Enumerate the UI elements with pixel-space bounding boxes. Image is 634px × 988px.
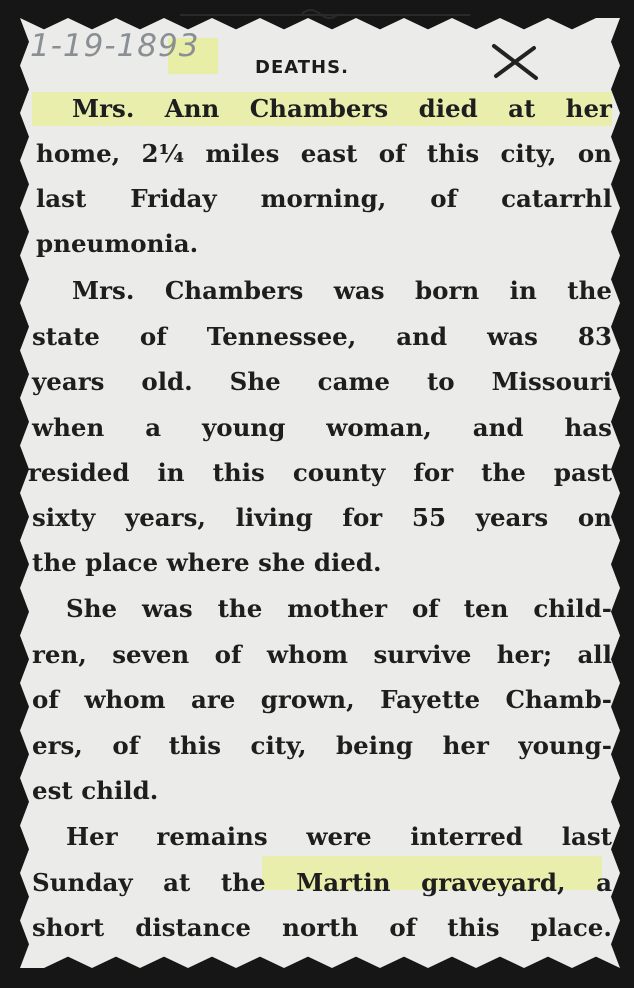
word: north [282,913,359,942]
article-line [0,594,634,634]
word: past [553,458,612,487]
word: all [577,640,612,669]
word: She [66,594,118,623]
word: of [112,731,140,760]
word: died [418,94,478,123]
word: this [447,913,500,942]
article-line [0,367,634,407]
word: miles [205,139,280,168]
word: grown, [260,685,355,714]
word: was [487,322,538,351]
word: county [292,458,386,487]
ornament-icon [300,6,340,20]
word: this [426,139,480,168]
article-line [0,458,634,498]
word: Chamb- [505,685,612,714]
article-line [0,139,634,179]
word: of [389,913,417,942]
word: of [378,139,406,168]
word: of [139,322,167,351]
word: seven [112,640,190,669]
word: the [217,594,263,623]
word: woman, [326,413,432,442]
article-line [0,685,634,725]
word: home, [36,139,121,168]
word: morning, [260,184,387,213]
word: city, [250,731,307,760]
word: old. [141,367,193,396]
word: at [508,94,536,123]
word: on [577,503,612,532]
word: 2¼ [141,139,185,168]
handwritten-date: 1-19-1893 [30,28,200,64]
word: this [212,458,265,487]
word: Mrs. [72,94,135,123]
word: She [229,367,281,396]
word: child- [533,594,612,623]
word: remains [156,822,268,851]
word: this [168,731,222,760]
word: Chambers [164,276,304,305]
article-line [0,184,634,224]
article-line [0,94,634,134]
word: whom [266,640,349,669]
word: in [509,276,537,305]
word: Martin [296,868,391,897]
word: when [32,413,105,442]
article-line: est child. [32,776,159,805]
word: ers, [32,731,83,760]
word: of [430,184,458,213]
word: of [411,594,439,623]
word: mother [287,594,388,623]
x-mark-icon [490,42,542,82]
word: place. [530,913,612,942]
word: of [214,640,242,669]
article-line: pneumonia. [36,229,199,258]
article-line [0,822,634,862]
word: her [442,731,489,760]
word: are [190,685,236,714]
word: resided [28,458,130,487]
word: of [32,685,59,714]
word: young [202,413,286,442]
word: to [426,367,455,396]
article-line [0,913,634,953]
word: on [577,139,612,168]
word: young- [518,731,612,760]
word: 55 [411,503,447,532]
word: short [32,913,105,942]
word: Tennessee, [206,322,357,351]
word: Friday [130,184,217,213]
word: Her [66,822,118,851]
article-line [0,413,634,453]
word: for [413,458,454,487]
word: her; [496,640,553,669]
word: her [565,94,612,123]
word: the [481,458,526,487]
word: interred [410,822,523,851]
word: at [163,868,191,897]
word: Missouri [491,367,612,396]
word: whom [84,685,166,714]
article-line: the place where she died. [32,548,382,577]
word: were [306,822,372,851]
word: survive [373,640,472,669]
word: being [336,731,414,760]
word: the [220,868,266,897]
word: Mrs. [72,276,135,305]
word: was [141,594,193,623]
word: for [342,503,383,532]
word: 83 [577,322,612,351]
word: ren, [32,640,87,669]
article-heading: DEATHS. [255,57,349,78]
word: living [235,503,313,532]
word: years, [124,503,206,532]
word: a [145,413,162,442]
word: a [596,868,612,897]
word: the [567,276,612,305]
word: Sunday [32,868,133,897]
article-line [0,503,634,543]
word: east [300,139,358,168]
word: state [32,322,100,351]
word: graveyard, [421,868,566,897]
word: years [475,503,549,532]
word: came [317,367,390,396]
word: last [561,822,612,851]
word: ten [463,594,509,623]
word: distance [135,913,251,942]
word: years [32,367,105,396]
word: last [36,184,87,213]
article-line [0,868,634,908]
word: in [157,458,185,487]
word: Fayette [380,685,481,714]
article-line [0,322,634,362]
word: Chambers [249,94,389,123]
article-line [0,276,634,316]
word: sixty [32,503,96,532]
word: has [564,413,612,442]
word: Ann [164,94,220,123]
word: and [396,322,448,351]
word: born [415,276,480,305]
article-line [0,640,634,680]
word: was [333,276,385,305]
word: city, [500,139,557,168]
word: catarrhl [501,184,612,213]
word: and [472,413,524,442]
article-line [0,731,634,771]
